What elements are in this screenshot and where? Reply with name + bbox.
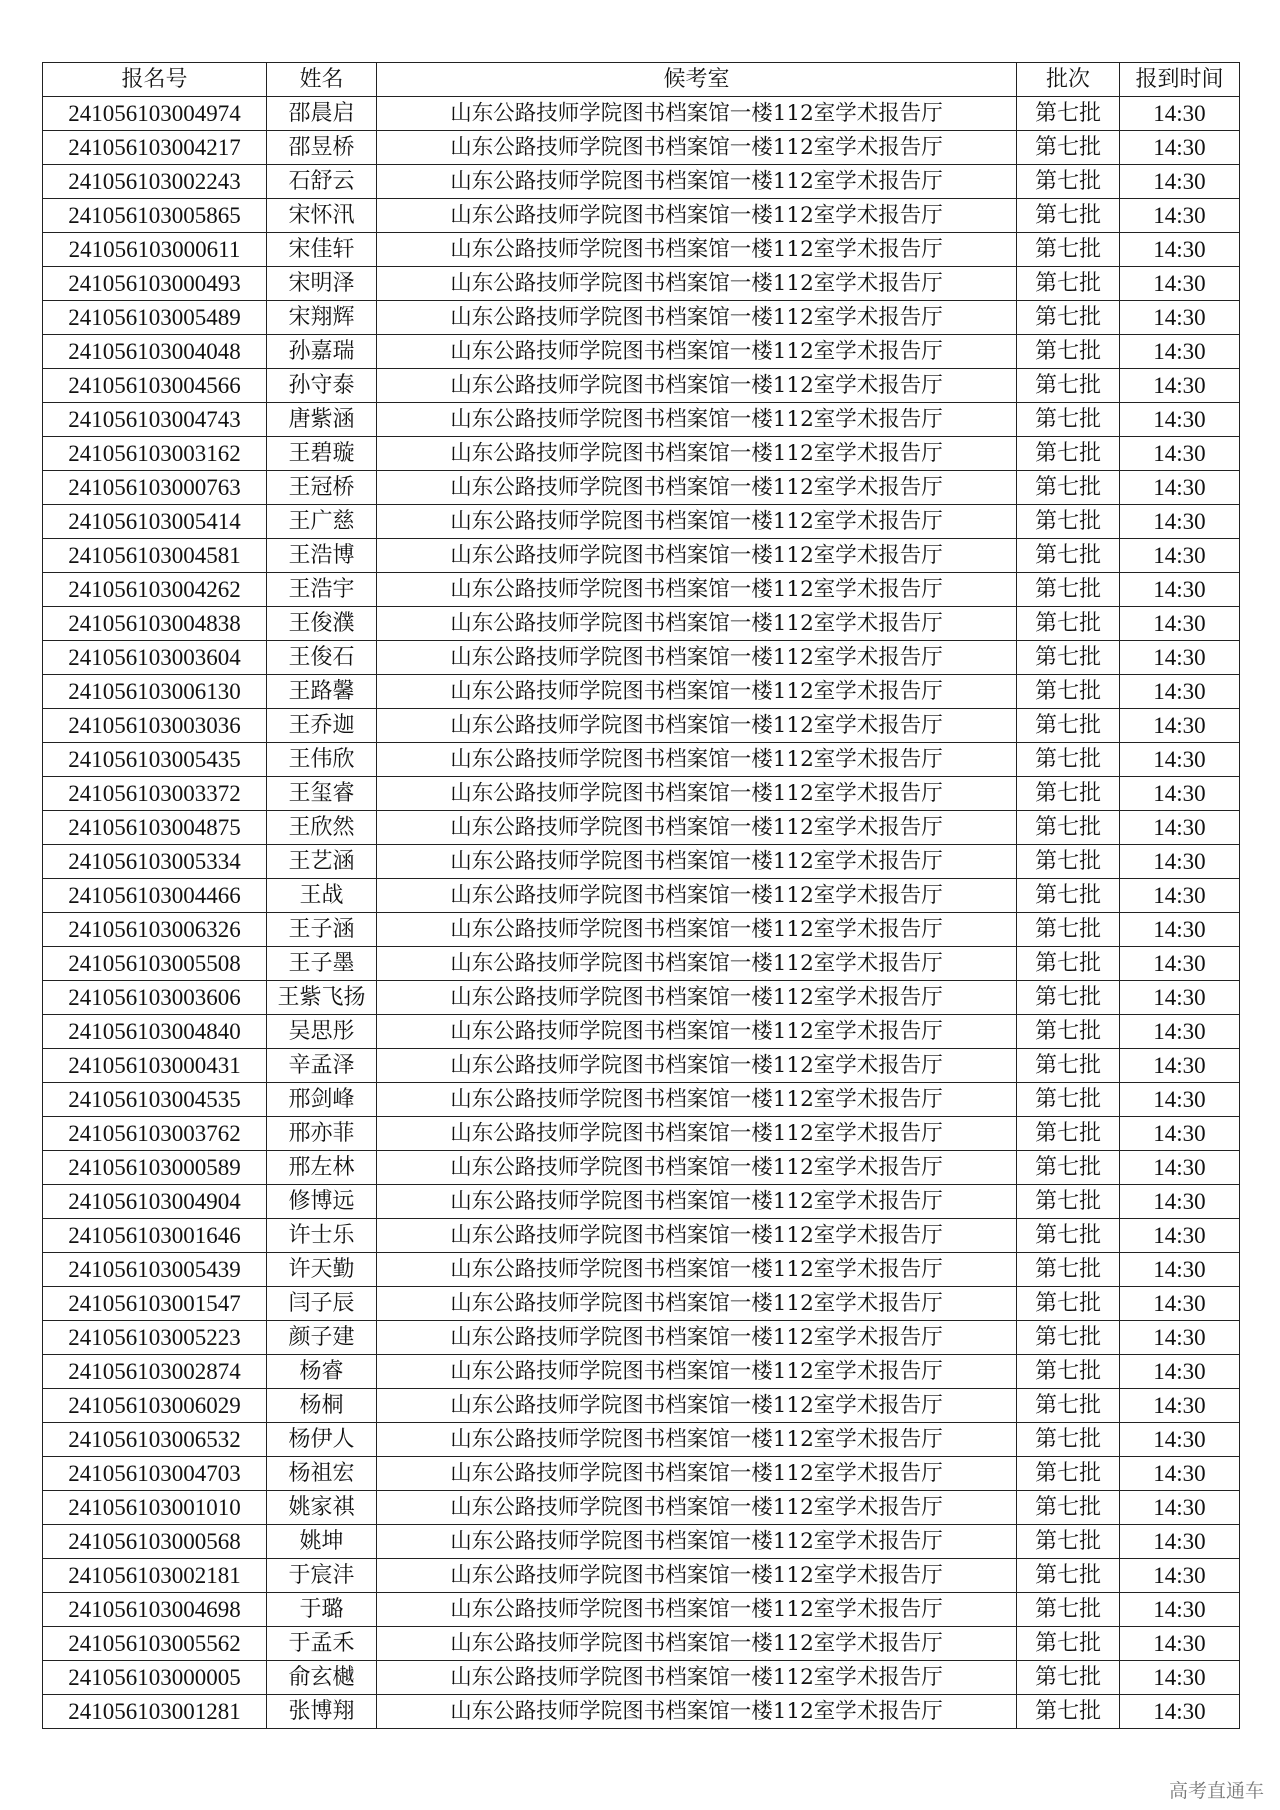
table-row: [43, 97, 1240, 131]
batch-cell: 第七批: [1017, 1321, 1120, 1355]
waiting-room-cell: 山东公路技师学院图书档案馆一楼112室学术报告厅: [377, 1015, 1017, 1049]
batch-cell: 第七批: [1017, 369, 1120, 403]
registration-number-cell: 241056103005414: [43, 505, 267, 539]
check-in-time-cell: 14:30: [1120, 1627, 1240, 1661]
name-cell: 王俊濮: [267, 607, 377, 641]
batch-cell: 第七批: [1017, 335, 1120, 369]
registration-number-cell: 241056103004743: [43, 403, 267, 437]
check-in-time-cell: 14:30: [1120, 267, 1240, 301]
name-cell: 杨桐: [267, 1389, 377, 1423]
name-cell: 宋翔辉: [267, 301, 377, 335]
name-cell: 许士乐: [267, 1219, 377, 1253]
check-in-time-cell: 14:30: [1120, 1287, 1240, 1321]
name-cell: 王浩博: [267, 539, 377, 573]
check-in-time-cell: 14:30: [1120, 369, 1240, 403]
check-in-time-cell: 14:30: [1120, 1117, 1240, 1151]
check-in-time-cell: 14:30: [1120, 1423, 1240, 1457]
batch-cell: 第七批: [1017, 199, 1120, 233]
table-row: [43, 777, 1240, 811]
check-in-time-cell: 14:30: [1120, 335, 1240, 369]
waiting-room-cell: 山东公路技师学院图书档案馆一楼112室学术报告厅: [377, 1423, 1017, 1457]
name-cell: 王艺涵: [267, 845, 377, 879]
batch-cell: 第七批: [1017, 1423, 1120, 1457]
registration-number-cell: 241056103000568: [43, 1525, 267, 1559]
table-row: [43, 1321, 1240, 1355]
waiting-room-cell: 山东公路技师学院图书档案馆一楼112室学术报告厅: [377, 709, 1017, 743]
batch-cell: 第七批: [1017, 1525, 1120, 1559]
batch-cell: 第七批: [1017, 403, 1120, 437]
name-cell: 王欣然: [267, 811, 377, 845]
registration-number-cell: 241056103000763: [43, 471, 267, 505]
waiting-room-cell: 山东公路技师学院图书档案馆一楼112室学术报告厅: [377, 845, 1017, 879]
table-row: [43, 301, 1240, 335]
table-row: [43, 199, 1240, 233]
name-cell: 颜子建: [267, 1321, 377, 1355]
registration-number-cell: 241056103001547: [43, 1287, 267, 1321]
name-cell: 邵昱桥: [267, 131, 377, 165]
registration-number-cell: 241056103004048: [43, 335, 267, 369]
batch-cell: 第七批: [1017, 1083, 1120, 1117]
waiting-room-cell: 山东公路技师学院图书档案馆一楼112室学术报告厅: [377, 505, 1017, 539]
waiting-room-cell: 山东公路技师学院图书档案馆一楼112室学术报告厅: [377, 947, 1017, 981]
waiting-room-cell: 山东公路技师学院图书档案馆一楼112室学术报告厅: [377, 1151, 1017, 1185]
waiting-room-cell: 山东公路技师学院图书档案馆一楼112室学术报告厅: [377, 165, 1017, 199]
check-in-time-cell: 14:30: [1120, 1321, 1240, 1355]
registration-number-cell: 241056103003762: [43, 1117, 267, 1151]
registration-number-cell: 241056103001010: [43, 1491, 267, 1525]
check-in-time-cell: 14:30: [1120, 1593, 1240, 1627]
waiting-room-cell: 山东公路技师学院图书档案馆一楼112室学术报告厅: [377, 1287, 1017, 1321]
registration-number-cell: 241056103006532: [43, 1423, 267, 1457]
table-row: [43, 811, 1240, 845]
table-row: [43, 1661, 1240, 1695]
table-row: [43, 573, 1240, 607]
registration-number-cell: 241056103004535: [43, 1083, 267, 1117]
table-row: [43, 539, 1240, 573]
check-in-time-cell: 14:30: [1120, 1151, 1240, 1185]
check-in-time-cell: 14:30: [1120, 1457, 1240, 1491]
table-row: [43, 743, 1240, 777]
table-row: [43, 131, 1240, 165]
waiting-room-cell: 山东公路技师学院图书档案馆一楼112室学术报告厅: [377, 811, 1017, 845]
check-in-time-cell: 14:30: [1120, 1083, 1240, 1117]
table-row: [43, 267, 1240, 301]
name-cell: 王浩宇: [267, 573, 377, 607]
table-row: [43, 1049, 1240, 1083]
check-in-time-cell: 14:30: [1120, 1185, 1240, 1219]
watermark: 高考直通车: [1168, 1780, 1264, 1802]
check-in-time-cell: 14:30: [1120, 1253, 1240, 1287]
table-row: [43, 641, 1240, 675]
batch-cell: 第七批: [1017, 1593, 1120, 1627]
name-cell: 许天勤: [267, 1253, 377, 1287]
table-row: [43, 981, 1240, 1015]
name-cell: 王乔迦: [267, 709, 377, 743]
batch-cell: 第七批: [1017, 301, 1120, 335]
table-row: [43, 1627, 1240, 1661]
name-cell: 宋怀汛: [267, 199, 377, 233]
check-in-time-cell: 14:30: [1120, 777, 1240, 811]
waiting-room-cell: 山东公路技师学院图书档案馆一楼112室学术报告厅: [377, 1219, 1017, 1253]
waiting-room-cell: 山东公路技师学院图书档案馆一楼112室学术报告厅: [377, 1525, 1017, 1559]
table-row: [43, 709, 1240, 743]
registration-number-cell: 241056103006326: [43, 913, 267, 947]
table-row: [43, 1083, 1240, 1117]
batch-cell: 第七批: [1017, 1015, 1120, 1049]
name-cell: 辛孟泽: [267, 1049, 377, 1083]
registration-number-cell: 241056103003372: [43, 777, 267, 811]
table-body: [43, 97, 1240, 1729]
table-row: [43, 947, 1240, 981]
registration-number-cell: 241056103004566: [43, 369, 267, 403]
waiting-room-cell: 山东公路技师学院图书档案馆一楼112室学术报告厅: [377, 1049, 1017, 1083]
registration-number-cell: 241056103004698: [43, 1593, 267, 1627]
name-cell: 于宸沣: [267, 1559, 377, 1593]
table-row: [43, 1015, 1240, 1049]
waiting-room-cell: 山东公路技师学院图书档案馆一楼112室学术报告厅: [377, 1321, 1017, 1355]
batch-cell: 第七批: [1017, 233, 1120, 267]
table-row: [43, 845, 1240, 879]
registration-number-cell: 241056103004581: [43, 539, 267, 573]
registration-number-cell: 241056103000005: [43, 1661, 267, 1695]
batch-cell: 第七批: [1017, 641, 1120, 675]
check-in-time-cell: 14:30: [1120, 471, 1240, 505]
waiting-room-cell: 山东公路技师学院图书档案馆一楼112室学术报告厅: [377, 233, 1017, 267]
name-cell: 吴思彤: [267, 1015, 377, 1049]
batch-cell: 第七批: [1017, 1627, 1120, 1661]
registration-number-cell: 241056103002243: [43, 165, 267, 199]
registration-number-cell: 241056103003606: [43, 981, 267, 1015]
registration-number-cell: 241056103005435: [43, 743, 267, 777]
registration-number-cell: 241056103005223: [43, 1321, 267, 1355]
table-row: [43, 1491, 1240, 1525]
waiting-room-cell: 山东公路技师学院图书档案馆一楼112室学术报告厅: [377, 1593, 1017, 1627]
batch-cell: 第七批: [1017, 267, 1120, 301]
table-row: [43, 165, 1240, 199]
batch-cell: 第七批: [1017, 947, 1120, 981]
table-row: [43, 1457, 1240, 1491]
registration-number-cell: 241056103004840: [43, 1015, 267, 1049]
registration-number-cell: 241056103006029: [43, 1389, 267, 1423]
name-cell: 姚家祺: [267, 1491, 377, 1525]
name-cell: 邢剑峰: [267, 1083, 377, 1117]
name-cell: 姚坤: [267, 1525, 377, 1559]
check-in-time-cell: 14:30: [1120, 1491, 1240, 1525]
batch-cell: 第七批: [1017, 573, 1120, 607]
name-cell: 王俊石: [267, 641, 377, 675]
table-row: [43, 471, 1240, 505]
batch-cell: 第七批: [1017, 743, 1120, 777]
name-cell: 王伟欣: [267, 743, 377, 777]
table-row: [43, 1151, 1240, 1185]
batch-cell: 第七批: [1017, 675, 1120, 709]
batch-cell: 第七批: [1017, 913, 1120, 947]
waiting-room-cell: 山东公路技师学院图书档案馆一楼112室学术报告厅: [377, 1457, 1017, 1491]
registration-number-cell: 241056103005489: [43, 301, 267, 335]
name-cell: 唐紫涵: [267, 403, 377, 437]
name-cell: 于璐: [267, 1593, 377, 1627]
name-cell: 于孟禾: [267, 1627, 377, 1661]
header-check-in-time: 报到时间: [1120, 63, 1240, 97]
header-registration-number: 报名号: [43, 63, 267, 97]
table-row: [43, 1219, 1240, 1253]
name-cell: 石舒云: [267, 165, 377, 199]
check-in-time-cell: 14:30: [1120, 743, 1240, 777]
waiting-room-cell: 山东公路技师学院图书档案馆一楼112室学术报告厅: [377, 97, 1017, 131]
registration-number-cell: 241056103005562: [43, 1627, 267, 1661]
registration-number-cell: 241056103000493: [43, 267, 267, 301]
check-in-time-cell: 14:30: [1120, 165, 1240, 199]
batch-cell: 第七批: [1017, 539, 1120, 573]
table-row: [43, 675, 1240, 709]
table-row: [43, 1185, 1240, 1219]
waiting-room-cell: 山东公路技师学院图书档案馆一楼112室学术报告厅: [377, 369, 1017, 403]
name-cell: 俞玄樾: [267, 1661, 377, 1695]
name-cell: 杨祖宏: [267, 1457, 377, 1491]
check-in-time-cell: 14:30: [1120, 811, 1240, 845]
waiting-room-cell: 山东公路技师学院图书档案馆一楼112室学术报告厅: [377, 539, 1017, 573]
batch-cell: 第七批: [1017, 1151, 1120, 1185]
waiting-room-cell: 山东公路技师学院图书档案馆一楼112室学术报告厅: [377, 777, 1017, 811]
table-row: [43, 437, 1240, 471]
table-row: [43, 1525, 1240, 1559]
check-in-time-cell: 14:30: [1120, 709, 1240, 743]
waiting-room-cell: 山东公路技师学院图书档案馆一楼112室学术报告厅: [377, 131, 1017, 165]
name-cell: 王子涵: [267, 913, 377, 947]
waiting-room-cell: 山东公路技师学院图书档案馆一楼112室学术报告厅: [377, 573, 1017, 607]
batch-cell: 第七批: [1017, 1049, 1120, 1083]
registration-number-cell: 241056103004838: [43, 607, 267, 641]
waiting-room-cell: 山东公路技师学院图书档案馆一楼112室学术报告厅: [377, 1491, 1017, 1525]
table-header-row: [43, 63, 1240, 97]
name-cell: 王紫飞扬: [267, 981, 377, 1015]
batch-cell: 第七批: [1017, 607, 1120, 641]
batch-cell: 第七批: [1017, 471, 1120, 505]
registration-number-cell: 241056103003604: [43, 641, 267, 675]
waiting-room-cell: 山东公路技师学院图书档案馆一楼112室学术报告厅: [377, 1627, 1017, 1661]
table-row: [43, 1423, 1240, 1457]
table-row: [43, 233, 1240, 267]
name-cell: 邢亦菲: [267, 1117, 377, 1151]
waiting-room-cell: 山东公路技师学院图书档案馆一楼112室学术报告厅: [377, 199, 1017, 233]
waiting-room-cell: 山东公路技师学院图书档案馆一楼112室学术报告厅: [377, 1559, 1017, 1593]
check-in-time-cell: 14:30: [1120, 845, 1240, 879]
check-in-time-cell: 14:30: [1120, 1015, 1240, 1049]
registration-number-cell: 241056103003036: [43, 709, 267, 743]
table-row: [43, 505, 1240, 539]
batch-cell: 第七批: [1017, 1559, 1120, 1593]
check-in-time-cell: 14:30: [1120, 437, 1240, 471]
waiting-room-cell: 山东公路技师学院图书档案馆一楼112室学术报告厅: [377, 1389, 1017, 1423]
table-row: [43, 1695, 1240, 1729]
name-cell: 王路馨: [267, 675, 377, 709]
registration-number-cell: 241056103006130: [43, 675, 267, 709]
waiting-room-cell: 山东公路技师学院图书档案馆一楼112室学术报告厅: [377, 403, 1017, 437]
check-in-time-cell: 14:30: [1120, 403, 1240, 437]
registration-number-cell: 241056103004262: [43, 573, 267, 607]
batch-cell: 第七批: [1017, 505, 1120, 539]
check-in-time-cell: 14:30: [1120, 1695, 1240, 1729]
waiting-room-cell: 山东公路技师学院图书档案馆一楼112室学术报告厅: [377, 1253, 1017, 1287]
waiting-room-cell: 山东公路技师学院图书档案馆一楼112室学术报告厅: [377, 1083, 1017, 1117]
name-cell: 杨睿: [267, 1355, 377, 1389]
check-in-time-cell: 14:30: [1120, 301, 1240, 335]
waiting-room-cell: 山东公路技师学院图书档案馆一楼112室学术报告厅: [377, 607, 1017, 641]
check-in-time-cell: 14:30: [1120, 1219, 1240, 1253]
name-cell: 王碧璇: [267, 437, 377, 471]
batch-cell: 第七批: [1017, 777, 1120, 811]
name-cell: 孙嘉瑞: [267, 335, 377, 369]
registration-number-cell: 241056103001281: [43, 1695, 267, 1729]
batch-cell: 第七批: [1017, 879, 1120, 913]
batch-cell: 第七批: [1017, 811, 1120, 845]
batch-cell: 第七批: [1017, 97, 1120, 131]
batch-cell: 第七批: [1017, 981, 1120, 1015]
registration-number-cell: 241056103004904: [43, 1185, 267, 1219]
waiting-room-cell: 山东公路技师学院图书档案馆一楼112室学术报告厅: [377, 1185, 1017, 1219]
table-row: [43, 335, 1240, 369]
waiting-room-cell: 山东公路技师学院图书档案馆一楼112室学术报告厅: [377, 981, 1017, 1015]
name-cell: 王战: [267, 879, 377, 913]
check-in-time-cell: 14:30: [1120, 1049, 1240, 1083]
registration-number-cell: 241056103001646: [43, 1219, 267, 1253]
check-in-time-cell: 14:30: [1120, 607, 1240, 641]
header-batch: 批次: [1017, 63, 1120, 97]
table-row: [43, 913, 1240, 947]
check-in-time-cell: 14:30: [1120, 1355, 1240, 1389]
name-cell: 闫子辰: [267, 1287, 377, 1321]
header-waiting-room: 候考室: [377, 63, 1017, 97]
table-row: [43, 1389, 1240, 1423]
check-in-time-cell: 14:30: [1120, 947, 1240, 981]
batch-cell: 第七批: [1017, 131, 1120, 165]
waiting-room-cell: 山东公路技师学院图书档案馆一楼112室学术报告厅: [377, 641, 1017, 675]
check-in-time-cell: 14:30: [1120, 1389, 1240, 1423]
name-cell: 杨伊人: [267, 1423, 377, 1457]
waiting-room-cell: 山东公路技师学院图书档案馆一楼112室学术报告厅: [377, 437, 1017, 471]
check-in-time-cell: 14:30: [1120, 199, 1240, 233]
registration-number-cell: 241056103005439: [43, 1253, 267, 1287]
batch-cell: 第七批: [1017, 1355, 1120, 1389]
name-cell: 孙守泰: [267, 369, 377, 403]
waiting-room-cell: 山东公路技师学院图书档案馆一楼112室学术报告厅: [377, 1661, 1017, 1695]
name-cell: 邢左林: [267, 1151, 377, 1185]
check-in-time-cell: 14:30: [1120, 539, 1240, 573]
batch-cell: 第七批: [1017, 1661, 1120, 1695]
check-in-time-cell: 14:30: [1120, 505, 1240, 539]
check-in-time-cell: 14:30: [1120, 879, 1240, 913]
roster-table: [42, 62, 1240, 1729]
batch-cell: 第七批: [1017, 1695, 1120, 1729]
batch-cell: 第七批: [1017, 1457, 1120, 1491]
batch-cell: 第七批: [1017, 1219, 1120, 1253]
check-in-time-cell: 14:30: [1120, 1525, 1240, 1559]
name-cell: 王玺睿: [267, 777, 377, 811]
registration-number-cell: 241056103003162: [43, 437, 267, 471]
batch-cell: 第七批: [1017, 437, 1120, 471]
table-row: [43, 403, 1240, 437]
name-cell: 王广慈: [267, 505, 377, 539]
check-in-time-cell: 14:30: [1120, 573, 1240, 607]
registration-number-cell: 241056103004466: [43, 879, 267, 913]
table-row: [43, 1253, 1240, 1287]
check-in-time-cell: 14:30: [1120, 97, 1240, 131]
check-in-time-cell: 14:30: [1120, 913, 1240, 947]
waiting-room-cell: 山东公路技师学院图书档案馆一楼112室学术报告厅: [377, 301, 1017, 335]
batch-cell: 第七批: [1017, 845, 1120, 879]
registration-number-cell: 241056103004217: [43, 131, 267, 165]
batch-cell: 第七批: [1017, 1185, 1120, 1219]
batch-cell: 第七批: [1017, 1253, 1120, 1287]
waiting-room-cell: 山东公路技师学院图书档案馆一楼112室学术报告厅: [377, 1695, 1017, 1729]
registration-number-cell: 241056103000589: [43, 1151, 267, 1185]
check-in-time-cell: 14:30: [1120, 1559, 1240, 1593]
waiting-room-cell: 山东公路技师学院图书档案馆一楼112室学术报告厅: [377, 879, 1017, 913]
table-row: [43, 879, 1240, 913]
batch-cell: 第七批: [1017, 1117, 1120, 1151]
batch-cell: 第七批: [1017, 1389, 1120, 1423]
registration-number-cell: 241056103005865: [43, 199, 267, 233]
check-in-time-cell: 14:30: [1120, 1661, 1240, 1695]
check-in-time-cell: 14:30: [1120, 981, 1240, 1015]
table-row: [43, 1355, 1240, 1389]
name-cell: 王冠桥: [267, 471, 377, 505]
registration-number-cell: 241056103000611: [43, 233, 267, 267]
name-cell: 宋明泽: [267, 267, 377, 301]
name-cell: 宋佳轩: [267, 233, 377, 267]
registration-number-cell: 241056103004974: [43, 97, 267, 131]
batch-cell: 第七批: [1017, 709, 1120, 743]
name-cell: 邵晨启: [267, 97, 377, 131]
batch-cell: 第七批: [1017, 1491, 1120, 1525]
name-cell: 张博翔: [267, 1695, 377, 1729]
registration-number-cell: 241056103004703: [43, 1457, 267, 1491]
check-in-time-cell: 14:30: [1120, 131, 1240, 165]
waiting-room-cell: 山东公路技师学院图书档案馆一楼112室学术报告厅: [377, 335, 1017, 369]
table-row: [43, 1117, 1240, 1151]
table-row: [43, 1559, 1240, 1593]
check-in-time-cell: 14:30: [1120, 641, 1240, 675]
table-row: [43, 369, 1240, 403]
registration-number-cell: 241056103005508: [43, 947, 267, 981]
registration-number-cell: 241056103005334: [43, 845, 267, 879]
table-row: [43, 1287, 1240, 1321]
check-in-time-cell: 14:30: [1120, 233, 1240, 267]
header-name: 姓名: [267, 63, 377, 97]
waiting-room-cell: 山东公路技师学院图书档案馆一楼112室学术报告厅: [377, 675, 1017, 709]
registration-number-cell: 241056103002181: [43, 1559, 267, 1593]
registration-number-cell: 241056103004875: [43, 811, 267, 845]
name-cell: 修博远: [267, 1185, 377, 1219]
waiting-room-cell: 山东公路技师学院图书档案馆一楼112室学术报告厅: [377, 1117, 1017, 1151]
waiting-room-cell: 山东公路技师学院图书档案馆一楼112室学术报告厅: [377, 743, 1017, 777]
table-row: [43, 1593, 1240, 1627]
waiting-room-cell: 山东公路技师学院图书档案馆一楼112室学术报告厅: [377, 913, 1017, 947]
batch-cell: 第七批: [1017, 165, 1120, 199]
name-cell: 王子墨: [267, 947, 377, 981]
check-in-time-cell: 14:30: [1120, 675, 1240, 709]
table-row: [43, 607, 1240, 641]
batch-cell: 第七批: [1017, 1287, 1120, 1321]
registration-number-cell: 241056103000431: [43, 1049, 267, 1083]
registration-number-cell: 241056103002874: [43, 1355, 267, 1389]
waiting-room-cell: 山东公路技师学院图书档案馆一楼112室学术报告厅: [377, 471, 1017, 505]
waiting-room-cell: 山东公路技师学院图书档案馆一楼112室学术报告厅: [377, 267, 1017, 301]
waiting-room-cell: 山东公路技师学院图书档案馆一楼112室学术报告厅: [377, 1355, 1017, 1389]
